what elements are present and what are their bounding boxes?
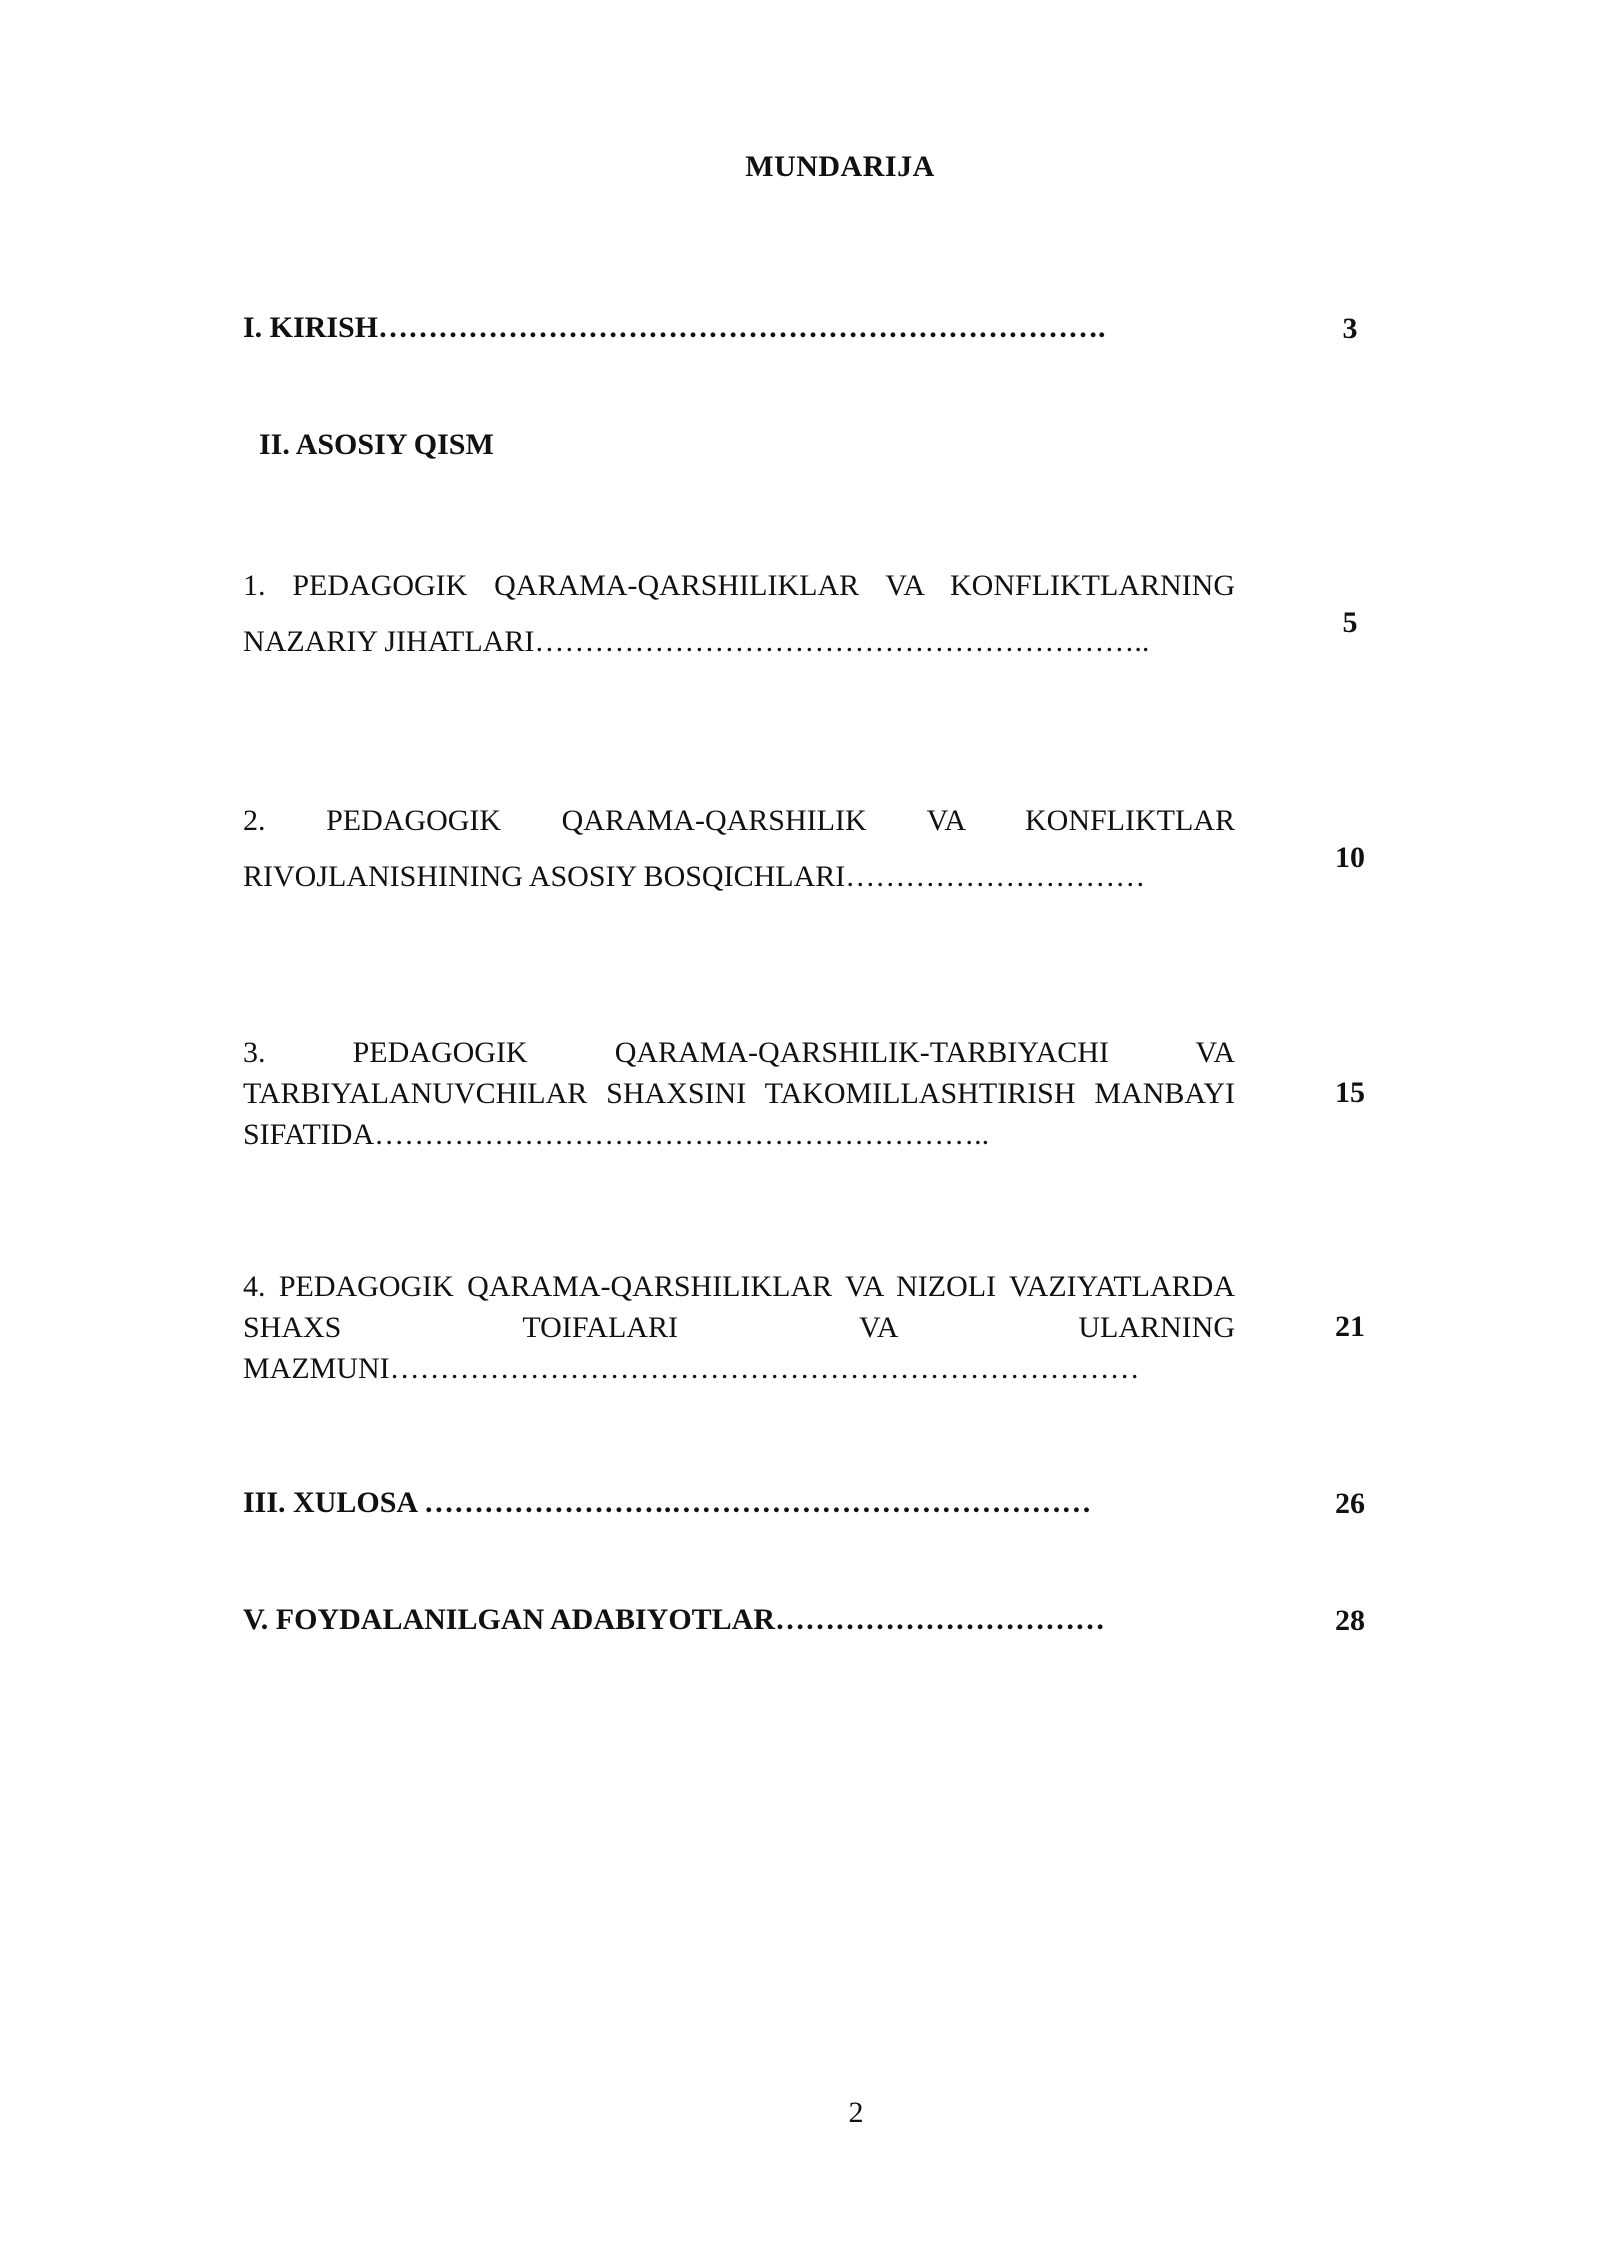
toc-page-adabiyotlar: 28 [1335, 1604, 1365, 1637]
toc-entry-1: 1. PEDAGOGIK QARAMA-QARSHILIKLAR VA KONFLIKTLARNING NAZARIY JIHATLARI…………………………………………………….. [243, 569, 1235, 658]
toc-page-4: 21 [1335, 1310, 1365, 1343]
section-heading-asosiy-qism: II. ASOSIY QISM [259, 428, 494, 461]
toc-page-2: 10 [1335, 841, 1365, 874]
toc-entry-adabiyotlar: V. FOYDALANILGAN ADABIYOTLAR…………………………… [243, 1603, 1106, 1636]
toc-entry-4: 4. PEDAGOGIK QARAMA-QARSHILIKLAR VA NIZOLI VAZIYATLARDA SHAXS TOIFALARI VA ULARNING MAZMUNI………………………………………………………………… [243, 1270, 1235, 1385]
toc-entry-kirish: I. KIRISH………………………………………………………………. [243, 311, 1106, 344]
toc-entry-3: 3. PEDAGOGIK QARAMA-QARSHILIK-TARBIYACHI VA TARBIYALANUVCHILAR SHAXSINI TAKOMILLASHTIRISH MANBAYI SIFATIDA…………………………………………………….. [243, 1036, 1235, 1151]
page-title: MUNDARIJA [745, 150, 935, 183]
footer-page-number: 2 [848, 2096, 864, 2129]
toc-entry-2: 2. PEDAGOGIK QARAMA-QARSHILIK VA KONFLIKTLAR RIVOJLANISHINING ASOSIY BOSQICHLARI………………………… [243, 804, 1235, 893]
toc-page-3: 15 [1335, 1076, 1365, 1109]
toc-entry-xulosa: III. XULOSA …………………….…………………………………… [243, 1486, 1092, 1519]
toc-page-kirish: 3 [1342, 312, 1358, 345]
toc-page-1: 5 [1342, 606, 1358, 639]
toc-page-xulosa: 26 [1335, 1487, 1365, 1520]
